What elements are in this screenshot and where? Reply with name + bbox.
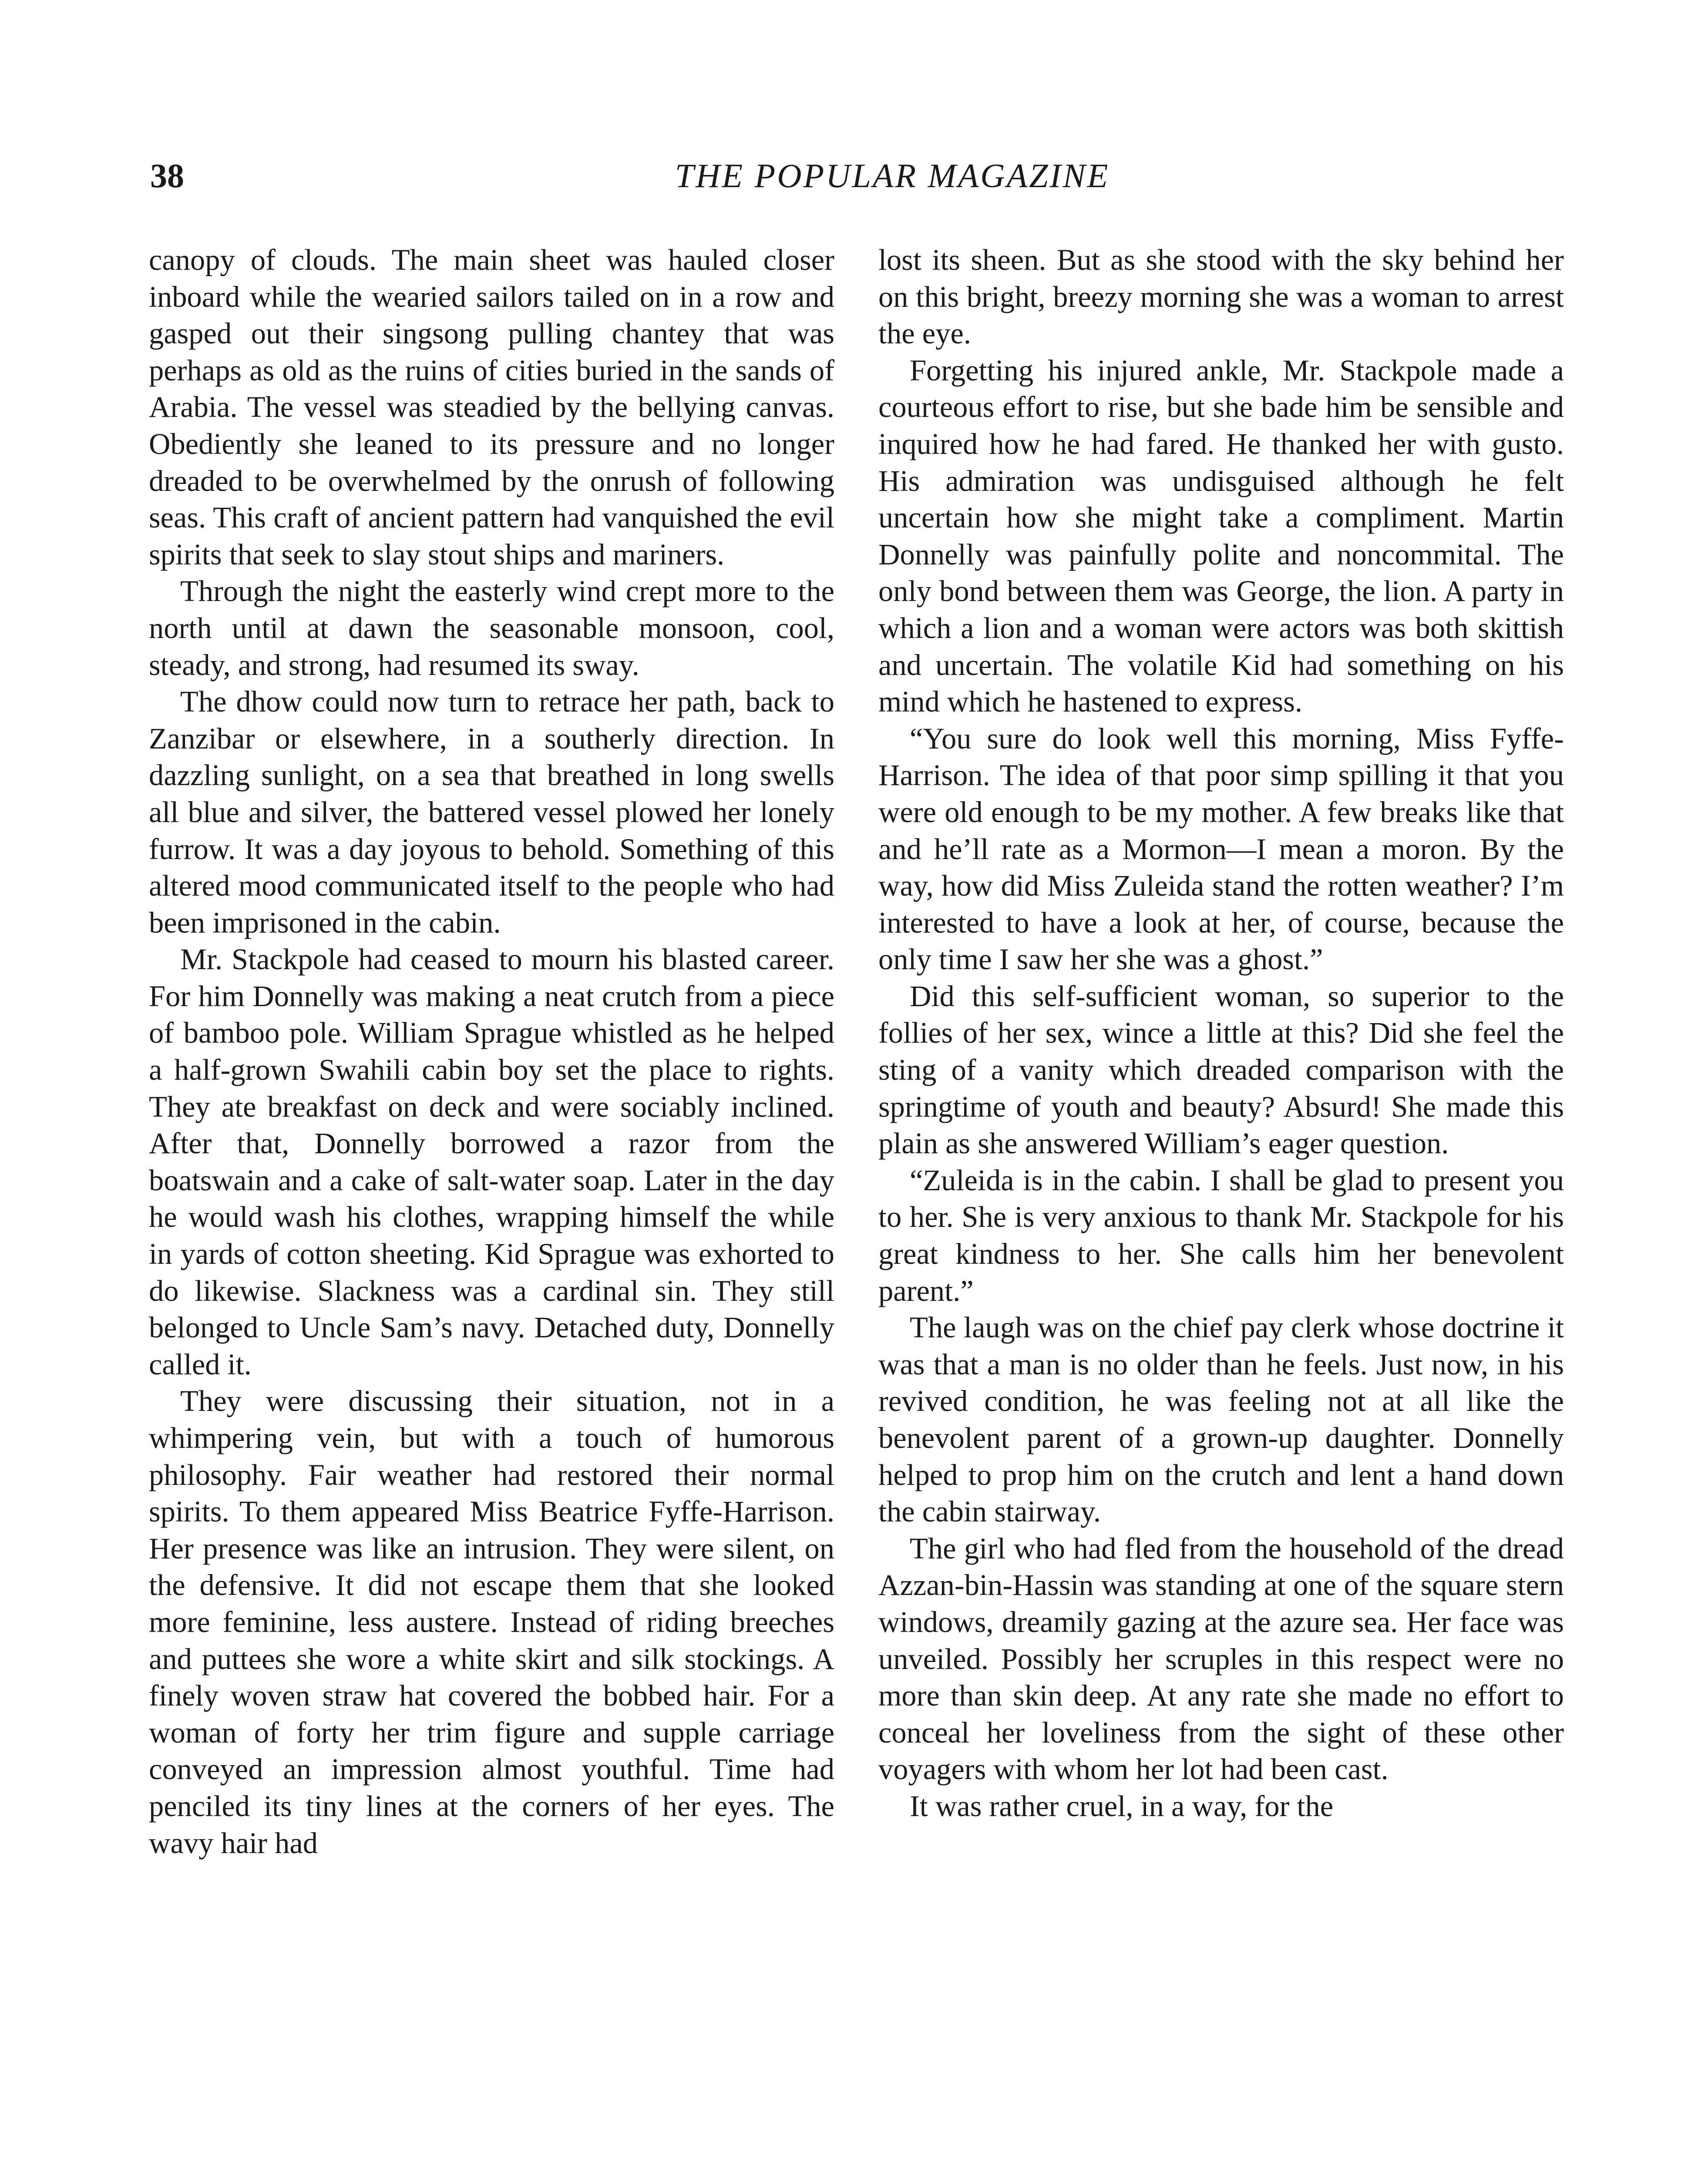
paragraph: lost its sheen. But as she stood with the sky behind her on this bright, breezy morning she was a woman to arrest the eye. — [878, 243, 1564, 350]
paragraph: The laugh was on the chief pay clerk whose doctrine it was that a man is no older than he feels. Just now, in his revived condition, he was feeling not at all like the benevolent parent of a grown-up daughter. Donnelly helped to prop him on the crutch and lent a hand down the cabin stairway. — [878, 1311, 1564, 1528]
right-column — [878, 242, 1564, 1825]
paragraph: “Zuleida is in the cabin. I shall be glad to present you to her. She is very anxious to thank Mr. Stackpole for his great kindness to her. She calls him her benevolent parent.” — [878, 1163, 1564, 1307]
paragraph: The girl who had fled from the household of the dread Azzan-bin-Hassin was standing at one of the square stern windows, dreamily gazing at the azure sea. Her face was unveiled. Possibly her scruples in this respect were no more than skin deep. At any rate she made no effort to conceal her loveliness from the sight of these other voyagers with whom her lot had been cast. — [878, 1531, 1564, 1786]
paragraph: “You sure do look well this morning, Miss Fyffe-Harrison. The idea of that poor simp spilling it that you were old enough to be my mother. A few breaks like that and he’ll rate as a Mormon—I mean a moron. By the way, how did Miss Zuleida stand the rotten weather? I’m interested to have a look at her, of course, because the only time I saw her she was a ghost.” — [878, 722, 1564, 976]
paragraph: Did this self-sufficient woman, so superior to the follies of her sex, wince a little at this? Did she feel the sting of a vanity which dreaded comparison with the springtime of youth and beauty? Absurd! She made this plain as she answered William’s eager question. — [878, 979, 1564, 1160]
left-column — [149, 242, 834, 1861]
page-header — [0, 0, 1708, 235]
paragraph: They were discussing their situation, not in a whimpering vein, but with a touch of humorous philosophy. Fair weather had restored their normal spirits. To them appeared Miss Beatrice Fyffe-Harrison. Her presence was like an intrusion. They were silent, on the defensive. It did not escape them that she looked more feminine, less austere. Instead of riding breeches and puttees she wore a white skirt and silk stockings. A finely woven straw hat covered the bobbed hair. For a woman of forty her trim figure and supple carriage conveyed an impression almost youthful. Time had penciled its tiny lines at the corners of her eyes. The wavy hair had — [149, 1384, 834, 1860]
paragraph: It was rather cruel, in a way, for the — [910, 1789, 1334, 1823]
running-title: THE POPULAR MAGAZINE — [675, 157, 1110, 195]
paragraph: The dhow could now turn to retrace her path, back to Zanzibar or elsewhere, in a southerly direction. In dazzling sunlight, on a sea that breathed in long swells all blue and silver, the battered vessel plowed her lonely furrow. It was a day joyous to behold. Something of this altered mood communicated itself to the people who had been imprisoned in the cabin. — [149, 685, 834, 939]
paragraph: canopy of clouds. The main sheet was hauled closer inboard while the wearied sailors tailed on in a row and gasped out their singsong pulling chantey that was perhaps as old as the ruins of cities buried in the sands of Arabia. The vessel was steadied by the bellying canvas. Obediently she leaned to its pressure and no longer dreaded to be overwhelmed by the onrush of following seas. This craft of ancient pattern had vanquished the evil spirits that seek to slay stout ships and mariners. — [149, 243, 834, 571]
paragraph: Forgetting his injured ankle, Mr. Stackpole made a courteous effort to rise, but she bade him be sensible and inquired how he had fared. He thanked her with gusto. His admiration was undisguised although he felt uncertain how she might take a compliment. Martin Donnelly was painfully polite and noncommital. The only bond between them was George, the lion. A party in which a lion and a woman were actors was both skittish and uncertain. The volatile Kid had something on his mind which he hastened to express. — [878, 353, 1564, 719]
paragraph: Mr. Stackpole had ceased to mourn his blasted career. For him Donnelly was making a neat crutch from a piece of bamboo pole. William Sprague whistled as he helped a half-grown Swahili cabin boy set the place to rights. They ate breakfast on deck and were sociably inclined. After that, Donnelly borrowed a razor from the boatswain and a cake of salt-water soap. Later in the day he would wash his clothes, wrapping himself the while in yards of cotton sheeting. Kid Sprague was exhorted to do likewise. Slackness was a cardinal sin. They still belonged to Uncle Sam’s navy. Detached duty, Donnelly called it. — [149, 943, 834, 1381]
page-number: 38 — [150, 157, 184, 195]
paragraph: Through the night the easterly wind crept more to the north until at dawn the seasonable monsoon, cool, steady, and strong, had resumed its sway. — [149, 574, 834, 682]
